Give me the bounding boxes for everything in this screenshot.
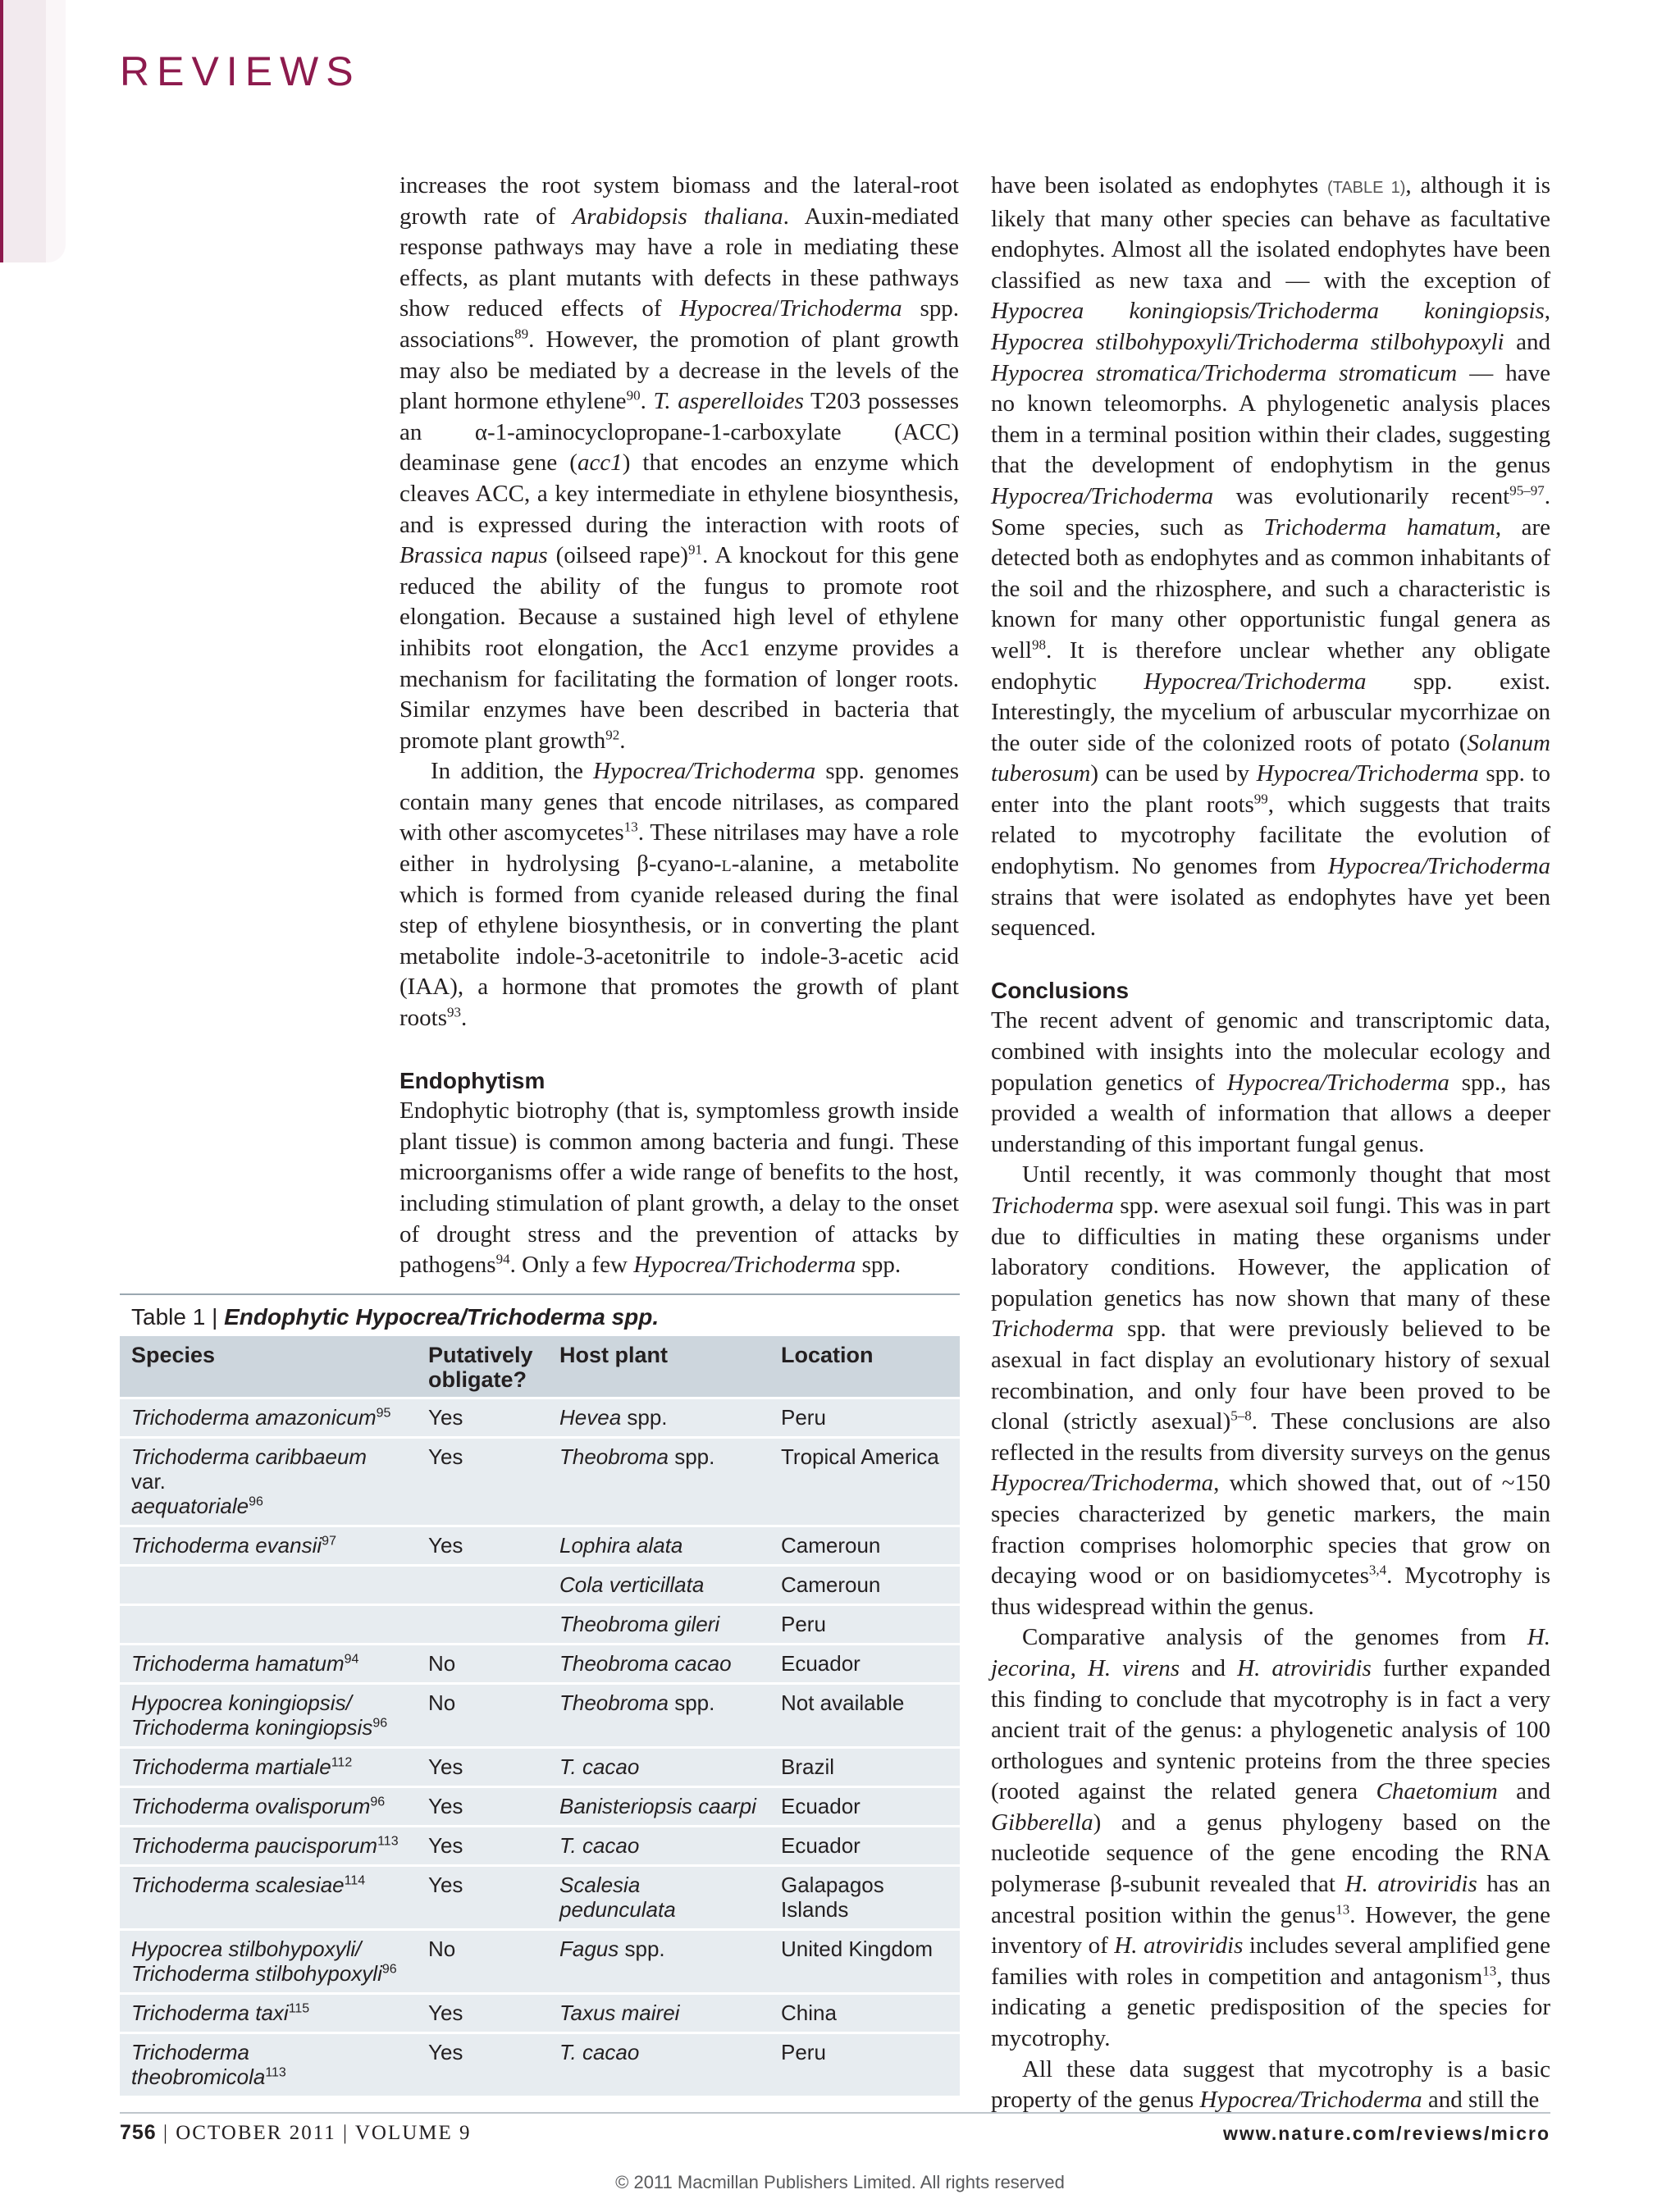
column-header-species: Species	[120, 1336, 417, 1398]
cell-host-plant: Theobroma spp.	[548, 1438, 769, 1526]
table-1	[120, 1293, 960, 2096]
cell-species: Hypocrea koningiopsis/ Trichoderma koningiopsis$^{96}$	[120, 1684, 417, 1748]
table-row	[120, 1827, 960, 1866]
table-row	[120, 1748, 960, 1787]
cell-host-plant: Hevea spp.	[548, 1398, 769, 1438]
cell-species: Trichoderma evansii$^{97}$	[120, 1526, 417, 1566]
cell-location: Cameroun	[769, 1566, 960, 1605]
cell-host-plant: T. cacao	[548, 1827, 769, 1866]
paragraph: Endophytic biotrophy (that is, symptomless growth inside plant tissue) is common among bacteria and fungi. These microorganisms offer a wide range of benefits to the host, including stimulation of plant growth, a delay to the onset of drought stress and the prevention of attacks by pathogens$^{94}$. Only a few Hypocrea/Trichoderma spp.	[399, 1097, 959, 1279]
table-row	[120, 2033, 960, 2096]
table-title: Table 1 | Endophytic Hypocrea/Trichoderma spp.	[131, 1304, 660, 1330]
table-row	[120, 1526, 960, 1566]
cell-location: Brazil	[769, 1748, 960, 1787]
paragraph: Comparative analysis of the genomes from H. jecorina, H. virens and H. atroviridis further expanded this finding to conclude that mycotrophy is in fact a very ancient trait of the genus: a phylogenetic analysis of 100 orthologues and syntenic proteins from the three species (rooted against the related genera Chaetomium and Gibberella) and a genus phylogeny based on the nucleotide sequence of the gene encoding the RNA polymerase β-subunit revealed that H. atroviridis has an ancestral position within the genus$^{13}$. However, the gene inventory of H. atroviridis includes several amplified gene families with roles in competition and antagonism$^{13}$, thus indicating a genetic predisposition of the species for mycotrophy.	[991, 1624, 1551, 2052]
column-header-host-plant: Host plant	[548, 1336, 769, 1398]
cell-species: Trichoderma scalesiae$^{114}$	[120, 1866, 417, 1930]
cell-obligate: No	[417, 1930, 548, 1994]
footer-url-link[interactable]: www.nature.com/reviews/micro	[1223, 2123, 1550, 2144]
cell-location: Ecuador	[769, 1787, 960, 1827]
endophyte-table	[120, 1336, 960, 2096]
cell-obligate: No	[417, 1645, 548, 1684]
cell-species: Trichoderma ovalisporum$^{96}$	[120, 1787, 417, 1827]
table-row	[120, 1605, 960, 1645]
cell-obligate: Yes	[417, 1526, 548, 1566]
paragraph: The recent advent of genomic and transcriptomic data, combined with insights into the molecular ecology and population genetics of Hypocrea/Trichoderma spp., has provided a wealth of information that allows a deeper understanding of this important fungal genus.	[991, 1007, 1550, 1157]
paragraph: Until recently, it was commonly thought that most Trichoderma spp. were asexual soil fungi. This was in part due to difficulties in mating these organisms under laboratory conditions. However, the application of population genetics has now shown that many of these Trichoderma spp. that were previously believed to be asexual in fact display an evolutionary history of sexual recombination, and only four have been proved to be clonal (strictly asexual)$^{5-8}$. These conclusions are also reflected in the results from diversity surveys on the genus Hypocrea/Trichoderma, which showed that, out of ~150 species characterized by genetic markers, the main fraction comprises holomorphic species that grow on decaying wood or on basidiomycetes$^{3,4}$. Mycotrophy is thus widespread within the genus.	[991, 1161, 1550, 1620]
cell-host-plant: Banisteriopsis caarpi	[548, 1787, 769, 1827]
cell-species: Trichoderma theobromicola$^{113}$	[120, 2033, 417, 2096]
paragraph: increases the root system biomass and the lateral-root growth rate of Arabidopsis thaliana. Auxin-mediated response pathways may have a role in mediating these effects, as plant mutants with defects in these pathways show reduced effects of Hypocrea/Trichoderma spp. associations$^{89}$. However, the promotion of plant growth may also be mediated by a decrease in the levels of the plant hormone ethylene$^{90}$. T. asperelloides T203 possesses an α-1-aminocyclopropane-1-carboxylate (ACC) deaminase gene (acc1) that encodes an enzyme which cleaves ACC, a key intermediate in ethylene biosynthesis, and is expressed during the interaction with roots of Brassica napus (oilseed rape)$^{91}$. A knockout for this gene reduced the ability of the fungus to promote root elongation. Because a sustained high level of ethylene inhibits root elongation, the Acc1 enzyme provides a mechanism for facilitating the formation of longer roots. Similar enzymes have been described in bacteria that promote plant growth$^{92}$.	[399, 172, 960, 754]
paragraph: have been isolated as endophytes (TABLE 1), although it is likely that many other species can behave as facultative endophytes. Almost all the isolated endophytes have been classified as new taxa and — with the exception of Hypocrea koningiopsis/Trichoderma koningiopsis, Hypocrea stilbohypoxyli/Trichoderma stilbohypoxyli and Hypocrea stromatica/Trichoderma stromaticum — have no known teleomorphs. A phylogenetic analysis places them in a terminal position within their clades, suggesting that the development of endophytism in the genus Hypocrea/Trichoderma was evolutionarily recent$^{95-97}$. Some species, such as Trichoderma hamatum, are detected both as endophytes and as common inhabitants of the soil and the rhizosphere, and such a characteristic is known for many other opportunistic fungal genera as well$^{98}$. It is therefore unclear whether any obligate endophytic Hypocrea/Trichoderma spp. exist. Interestingly, the mycelium of arbuscular mycorrhizae on the outer side of the colonized roots of potato (Solanum tuberosum) can be used by Hypocrea/Trichoderma spp. to enter into the plant roots$^{99}$, which suggests that traits related to mycotrophy facilitate the evolution of endophytism. No genomes from Hypocrea/Trichoderma strains that were isolated as endophytes have yet been sequenced.	[991, 172, 1551, 942]
table-row	[120, 1566, 960, 1605]
cell-host-plant: Theobroma cacao	[548, 1645, 769, 1684]
cell-species	[120, 1566, 417, 1605]
cell-host-plant: Fagus spp.	[548, 1930, 769, 1994]
cell-location: Ecuador	[769, 1827, 960, 1866]
table-row	[120, 1438, 960, 1526]
footer-divider	[120, 2112, 1550, 2114]
cell-location: Cameroun	[769, 1526, 960, 1566]
cell-species: Trichoderma hamatum$^{94}$	[120, 1645, 417, 1684]
cell-location: Tropical America	[769, 1438, 960, 1526]
cell-location: Ecuador	[769, 1645, 960, 1684]
table-row	[120, 1866, 960, 1930]
cell-obligate: Yes	[417, 2033, 548, 2096]
table-row	[120, 1645, 960, 1684]
section-heading: Conclusions	[991, 977, 1130, 1003]
sidebar-accent-bar	[0, 0, 66, 262]
cell-host-plant: Theobroma gileri	[548, 1605, 769, 1645]
cell-host-plant: T. cacao	[548, 2033, 769, 2096]
cell-host-plant: Cola verticillata	[548, 1566, 769, 1605]
column-header-location: Location	[769, 1336, 960, 1398]
cell-location: China	[769, 1994, 960, 2033]
table-reference-link[interactable]: (TABLE 1)	[1326, 179, 1406, 197]
cell-location: Peru	[769, 2033, 960, 2096]
cell-host-plant: Taxus mairei	[548, 1994, 769, 2033]
cell-species: Trichoderma amazonicum$^{95}$	[120, 1398, 417, 1438]
cell-host-plant: Scalesia pedunculata	[548, 1866, 769, 1930]
cell-host-plant: T. cacao	[548, 1748, 769, 1787]
cell-species: Trichoderma paucisporum$^{113}$	[120, 1827, 417, 1866]
column-header-obligate: Putatively obligate?	[417, 1336, 548, 1398]
table-header-row	[120, 1336, 960, 1398]
table-row	[120, 1930, 960, 1994]
section-label: REVIEWS	[120, 48, 361, 94]
cell-species: Trichoderma martiale$^{112}$	[120, 1748, 417, 1787]
text-column-2	[991, 171, 1550, 2116]
paragraph: All these data suggest that mycotrophy is a basic property of the genus Hypocrea/Trichoderma and still the	[991, 2055, 1550, 2114]
cell-obligate: Yes	[417, 1866, 548, 1930]
table-row	[120, 1684, 960, 1748]
cell-obligate: Yes	[417, 1787, 548, 1827]
text-column-1	[399, 171, 959, 1281]
cell-host-plant: Theobroma spp.	[548, 1684, 769, 1748]
cell-obligate: Yes	[417, 1827, 548, 1866]
footer-page-info: 756 | OCTOBER 2011 | VOLUME 9	[120, 2121, 472, 2144]
cell-obligate	[417, 1566, 548, 1605]
cell-obligate: Yes	[417, 1398, 548, 1438]
cell-location: Galapagos Islands	[769, 1866, 960, 1930]
cell-species	[120, 1605, 417, 1645]
section-heading: Endophytism	[399, 1067, 546, 1093]
table-row	[120, 1994, 960, 2033]
cell-species: Trichoderma taxi$^{115}$	[120, 1994, 417, 2033]
cell-species: Hypocrea stilbohypoxyli/ Trichoderma stilbohypoxyli$^{96}$	[120, 1930, 417, 1994]
paragraph: In addition, the Hypocrea/Trichoderma spp. genomes contain many genes that encode nitrilases, as compared with other ascomycetes$^{13}$. These nitrilases may have a role either in hydrolysing β-cyano-l-alanine, a metabolite which is formed from cyanide released during the final step of ethylene biosynthesis, or in converting the plant metabolite indole-3-acetonitrile to indole-3-acetic acid (IAA), a hormone that promotes the growth of plant roots$^{93}$.	[399, 758, 959, 1032]
cell-location: Not available	[769, 1684, 960, 1748]
cell-location: Peru	[769, 1605, 960, 1645]
cell-species: Trichoderma caribbaeum var. aequatoriale$^{96}$	[120, 1438, 417, 1526]
cell-host-plant: Lophira alata	[548, 1526, 769, 1566]
cell-location: United Kingdom	[769, 1930, 960, 1994]
copyright-notice: © 2011 Macmillan Publishers Limited. All rights reserved	[615, 2172, 1065, 2192]
cell-location: Peru	[769, 1398, 960, 1438]
table-row	[120, 1398, 960, 1438]
cell-obligate: Yes	[417, 1994, 548, 2033]
cell-obligate	[417, 1605, 548, 1645]
cell-obligate: No	[417, 1684, 548, 1748]
cell-obligate: Yes	[417, 1438, 548, 1526]
cell-obligate: Yes	[417, 1748, 548, 1787]
table-row	[120, 1787, 960, 1827]
